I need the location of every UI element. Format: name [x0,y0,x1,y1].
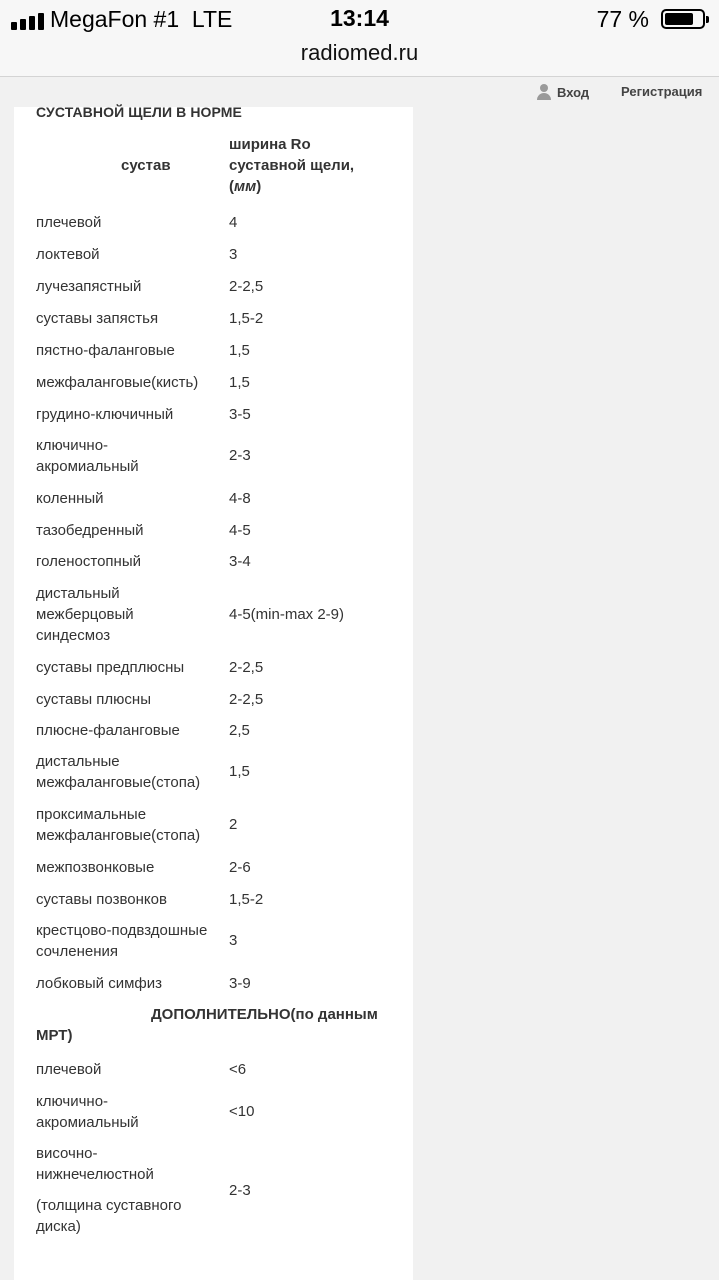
joint-width-value: 3-9 [229,975,251,992]
extra-title-line1: ДОПОЛНИТЕЛЬНО(по данным [151,1006,378,1023]
extra-section-title [36,1004,396,1046]
battery-percent: 77 % [596,6,649,32]
login-link[interactable] [536,82,589,102]
joint-width-value: 1,5-2 [229,310,264,327]
network-type: LTE [191,6,233,32]
joint-width-value: 1,5 [229,763,250,780]
joint-name: проксимальные межфаланговые(стопа) [36,806,201,844]
joint-name: плюсне-фаланговые [36,722,180,739]
joint-width-value: 2-2,5 [229,659,264,676]
joint-width-value: 3 [229,246,238,263]
joint-width-value: 2-6 [229,859,251,876]
joint-width-value: 1,5 [229,374,250,391]
joint-name: дистальный межберцовый синдесмоз [36,585,134,644]
joint-name: ключично-акромиальный [36,437,139,475]
carrier-name: MegaFon #1 [50,6,180,32]
joint-width-value: 4-8 [229,490,251,507]
joint-name: лобковый симфиз [36,975,163,992]
joint-width-value: 3-4 [229,553,251,570]
column-header-width-line2: суставной щели, [229,157,355,174]
status-bar [0,0,719,40]
joint-note: (толщина суставного диска) [36,1197,182,1235]
joint-name: дистальные межфаланговые(стопа) [36,753,201,791]
joint-name: крестцово-подвздошные сочленения [36,922,208,960]
joint-width-value: <6 [229,1061,247,1078]
joint-width-value: 1,5 [229,342,250,359]
joint-name: суставы плюсны [36,691,151,708]
joint-width-value: 2-3 [229,1182,251,1199]
extra-title-line2: МРТ) [36,1027,73,1044]
joint-width-value: 3-5 [229,406,251,423]
joint-name: лучезапястный [36,278,142,295]
joint-width-value: 1,5-2 [229,891,264,908]
joint-name: ключично-акромиальный [36,1093,139,1131]
joint-name: тазобедренный [36,522,144,539]
address-bar[interactable]: radiomed.ru [300,40,419,65]
column-header-width: ширина Ro суставной щели, (мм) [229,136,355,195]
joint-name: грудино-ключичный [36,406,174,423]
joint-name: височно-нижнечелюстной [36,1145,154,1183]
user-icon [536,84,552,100]
browser-top-bar [0,0,719,77]
joint-width-value: 2,5 [229,722,250,739]
joint-name: коленный [36,490,104,507]
joint-width-value: 2 [229,816,238,833]
battery-icon [661,9,705,29]
site-header [0,77,719,107]
joint-name: межпозвонковые [36,859,155,876]
joint-width-value: 3 [229,932,238,949]
column-header-width-unit: мм [234,178,257,195]
joint-width-value: <10 [229,1103,255,1120]
login-label: Вход [557,84,590,100]
joint-width-value: 4-5(min-max 2-9) [229,606,345,623]
joint-name: плечевой [36,214,102,231]
joint-name: межфаланговые(кисть) [36,374,199,391]
column-header-width-line1: ширина Ro [229,136,311,153]
joint-name: суставы предплюсны [36,659,185,676]
joint-width-value: 2-2,5 [229,691,264,708]
joint-name: пястно-фаланговые [36,342,175,359]
joint-name: суставы позвонков [36,891,167,908]
table-title: СУСТАВНОЙ ЩЕЛИ В НОРМЕ [36,104,242,120]
joint-width-value: 4 [229,214,238,231]
column-header-joint: сустав [121,157,171,174]
register-link[interactable]: Регистрация [621,84,703,99]
joint-width-value: 2-3 [229,447,251,464]
joint-name: локтевой [36,246,100,263]
joint-name: плечевой [36,1061,102,1078]
joint-name: суставы запястья [36,310,159,327]
joint-width-value: 2-2,5 [229,278,264,295]
joint-width-value: 4-5 [229,522,251,539]
joint-name: голеностопный [36,553,141,570]
clock: 13:14 [330,5,389,31]
